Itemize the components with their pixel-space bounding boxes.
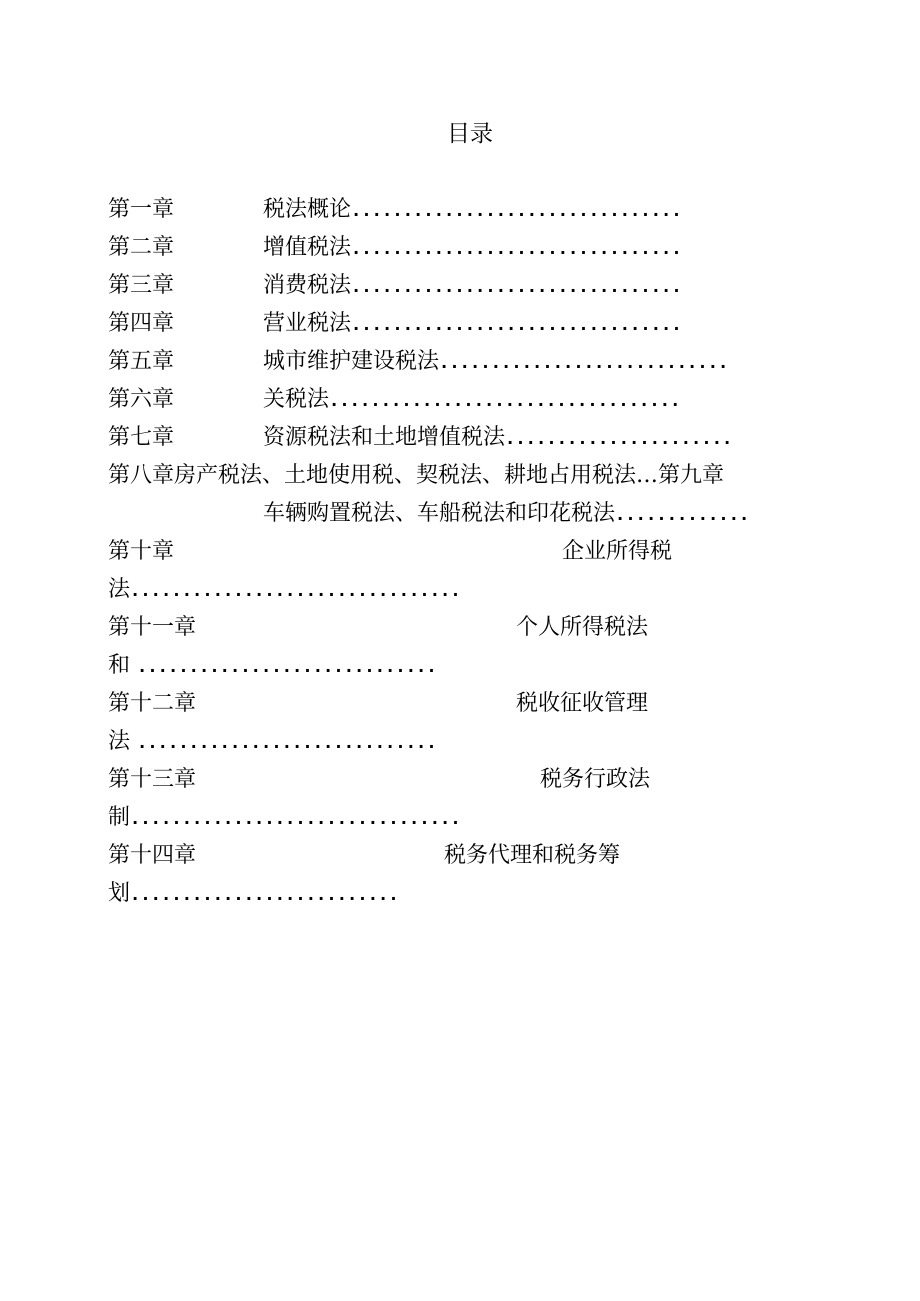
leader-dots: ............................. [137,733,437,753]
leader-dots: ............. [615,505,750,525]
chapter-title-start: 税务代理和税务筹 [444,843,621,868]
chapter-number: 第十四章 [108,843,197,868]
chapter-title: 税法概论................................ [263,197,682,222]
chapter-title-end: 制................................ [108,805,461,830]
chapter-title-start: 企业所得税 [562,539,673,564]
chapter-title: 资源税法和土地增值税法...................... [263,425,733,450]
leader-dots: ............................ [439,353,729,373]
chapter-title-start: 税务行政法 [540,767,651,792]
leader-dots: ................................ [351,277,682,297]
chapter-number: 第十二章 [108,691,197,716]
chapter-title: 车辆购置税法、车船税法和印花税法............. [263,501,750,526]
leader-dots: ................................ [130,809,461,829]
leader-dots: ............................. [137,657,437,677]
leader-dots: .................................. [329,391,681,411]
chapter-title: 增值税法................................ [263,235,682,260]
chapter-number: 第十章 [108,539,175,564]
chapter-title-end: 法................................ [108,577,461,602]
chapter-title-end: 法 ............................. [108,729,437,754]
chapter-number: 第四章 [108,311,175,336]
chapter-number: 第二章 [108,235,175,260]
chapter-number: 第十三章 [108,767,197,792]
leader-dots: ................................ [130,581,461,601]
chapter-number: 第十一章 [108,615,197,640]
chapter-title-end: 和 ............................. [108,653,437,678]
chapter-number: 第三章 [108,273,175,298]
chapter-title: 营业税法................................ [263,311,682,336]
leader-dots: ................................ [351,201,682,221]
toc-title: 目录 [447,121,493,147]
leader-dots: .......................... [130,885,399,905]
leader-dots: ................................ [351,315,682,335]
chapter-8-line: 第八章房产税法、土地使用税、契税法、耕地占用税法…第九章 [108,463,725,488]
chapter-title: 消费税法................................ [263,273,682,298]
leader-dots: ................................ [351,239,682,259]
chapter-number: 第六章 [108,387,175,412]
leader-dots: ...................... [505,429,733,449]
chapter-title-start: 个人所得税法 [516,615,649,640]
chapter-title: 城市维护建设税法............................ [263,349,729,374]
chapter-number: 第五章 [108,349,175,374]
chapter-title-start: 税收征收管理 [516,691,649,716]
chapter-number: 第一章 [108,197,175,222]
chapter-title: 关税法.................................. [263,387,681,412]
chapter-number: 第七章 [108,425,175,450]
chapter-title-end: 划.......................... [108,881,399,906]
